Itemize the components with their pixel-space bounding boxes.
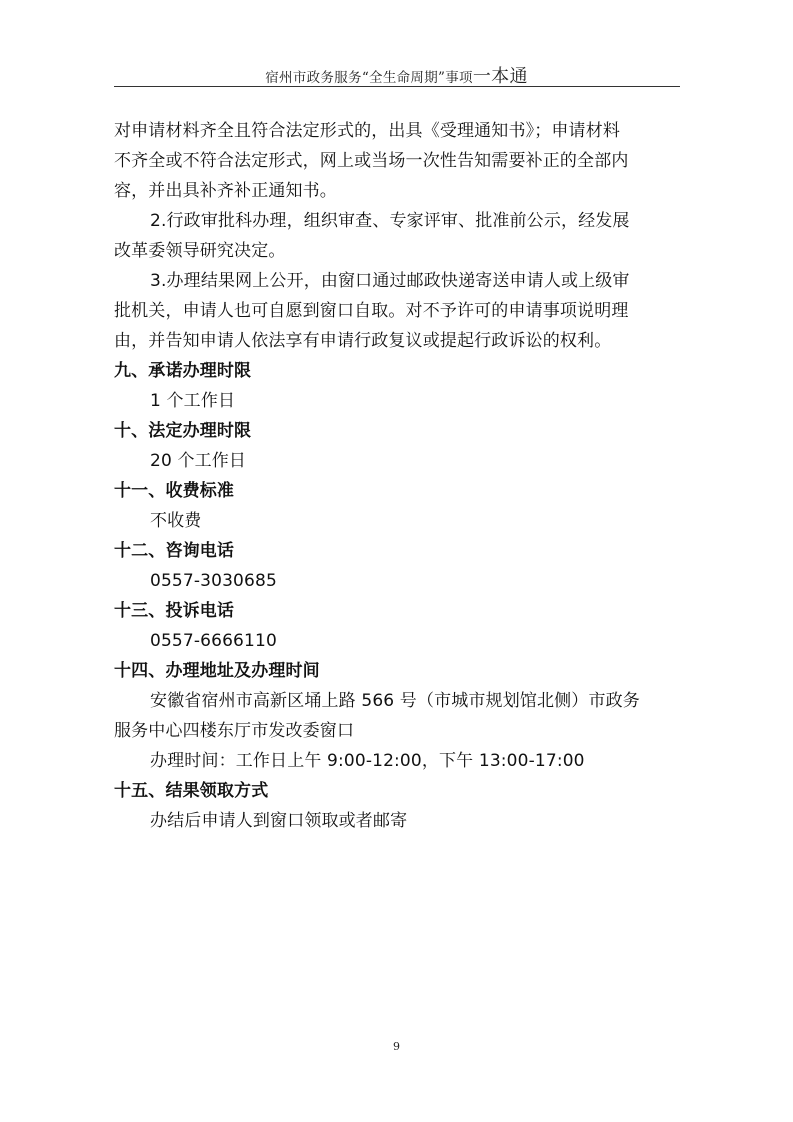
section-heading-complaint-phone: 十三、投诉电话 [114, 601, 235, 621]
paragraph-line: 3.办理结果网上公开，由窗口通过邮政快递寄送申请人或上级审 [150, 271, 630, 291]
office-hours: 办理时间：工作日上午 9:00-12:00，下午 13:00-17:00 [150, 751, 585, 771]
promise-time-value: 1 个工作日 [150, 391, 236, 411]
complaint-phone-value: 0557-6666110 [150, 631, 277, 651]
section-heading-fee: 十一、收费标准 [114, 481, 235, 501]
header-title-suffix: 一本通 [472, 66, 528, 87]
section-heading-promise-time: 九、承诺办理时限 [114, 361, 252, 381]
section-heading-address-hours: 十四、办理地址及办理时间 [114, 661, 320, 681]
page-number: 9 [393, 1040, 400, 1053]
paragraph-line: 对申请材料齐全且符合法定形式的，出具《受理通知书》；申请材料 [114, 121, 620, 141]
paragraph-line: 批机关，申请人也可自愿到窗口自取。对不予许可的申请事项说明理 [114, 301, 629, 321]
paragraph-line: 2.行政审批科办理，组织审查、专家评审、批准前公示，经发展 [150, 211, 630, 231]
document-body [114, 116, 688, 836]
section-heading-legal-time: 十、法定办理时限 [114, 421, 252, 441]
paragraph-line: 不齐全或不符合法定形式，网上或当场一次性告知需要补正的全部内 [114, 151, 629, 171]
fee-value: 不收费 [150, 511, 202, 531]
address-line: 安徽省宿州市高新区埇上路 566 号（市城市规划馆北侧）市政务 [150, 691, 640, 711]
section-heading-consult-phone: 十二、咨询电话 [114, 541, 235, 561]
header-divider [114, 86, 680, 87]
address-line: 服务中心四楼东厅市发改委窗口 [114, 721, 355, 741]
section-heading-result-pickup: 十五、结果领取方式 [114, 781, 269, 801]
paragraph-line: 改革委领导研究决定。 [114, 241, 286, 261]
consult-phone-value: 0557-3030685 [150, 571, 277, 591]
paragraph-line: 容，并出具补齐补正通知书。 [114, 181, 337, 201]
running-header [0, 62, 793, 88]
paragraph-line: 由，并告知申请人依法享有申请行政复议或提起行政诉讼的权利。 [114, 331, 612, 351]
legal-time-value: 20 个工作日 [150, 451, 247, 471]
header-title: 宿州市政务服务“全生命周期”事项 [265, 70, 473, 86]
result-pickup-value: 办结后申请人到窗口领取或者邮寄 [150, 811, 408, 831]
